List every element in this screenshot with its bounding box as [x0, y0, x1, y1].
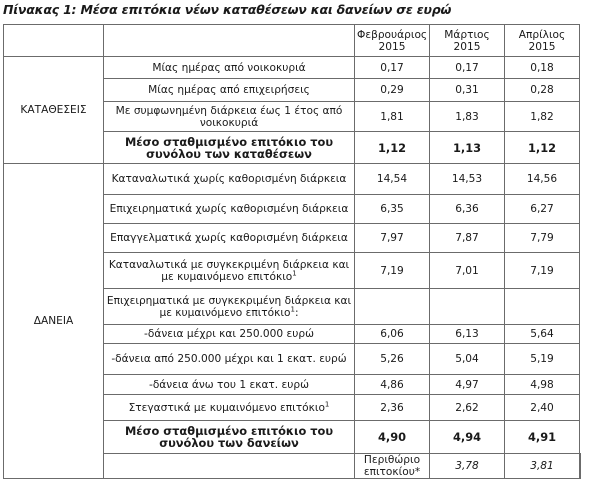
- header-month: Απρίλιος: [518, 28, 566, 41]
- row-label: Μίας ημέρας από επιχειρήσεις: [104, 79, 355, 102]
- table-row: [4, 164, 581, 195]
- value-apr: 14,56: [505, 164, 580, 195]
- group-label: ΚΑΤΑΘΕΣΕΙΣ: [20, 104, 87, 116]
- value-apr: 4,98: [505, 375, 580, 395]
- footnote-marker: 1: [290, 304, 295, 313]
- value-feb: 4,86: [355, 375, 430, 395]
- value-feb: 6,35: [355, 195, 430, 224]
- value-feb: 2,36: [355, 395, 430, 421]
- value-mar: [430, 289, 505, 325]
- value-feb: 14,54: [355, 164, 430, 195]
- header-empty-cell: [104, 25, 355, 57]
- label-suffix: :: [294, 306, 299, 319]
- value-feb: 7,19: [355, 253, 430, 289]
- header-month: Φεβρουάριος: [357, 28, 428, 41]
- value-mar: 0,17: [430, 57, 505, 79]
- table-row: [4, 57, 581, 79]
- value-apr: 5,64: [505, 325, 580, 344]
- header-month: Μάρτιος: [444, 28, 490, 41]
- row-label: Με συμφωνημένη διάρκεια έως 1 έτος από νοικοκυριά: [104, 102, 355, 132]
- row-label: Μίας ημέρας από νοικοκυριά: [104, 57, 355, 79]
- value-apr: [505, 289, 580, 325]
- row-label: Επιχειρηματικά με συγκεκριμένη διάρκεια και με κυμαινόμενο επιτόκιο: [106, 294, 352, 319]
- row-label: Στεγαστικά με κυμαινόμενο επιτόκιο: [128, 401, 325, 414]
- value-apr: 7,19: [505, 253, 580, 289]
- value-apr: [580, 454, 581, 479]
- group-deposits: [4, 57, 104, 164]
- row-label: Μέσο σταθμισμένο επιτόκιο του συνόλου των δανείων: [104, 421, 355, 454]
- value-feb: 3,78: [430, 454, 505, 479]
- value-feb: [355, 289, 430, 325]
- value-mar: 1,83: [430, 102, 505, 132]
- row-label: Επιχειρηματικά χωρίς καθορισμένη διάρκεια: [104, 195, 355, 224]
- value-feb: 7,97: [355, 224, 430, 253]
- value-apr: 1,12: [505, 132, 580, 164]
- value-apr: 4,91: [505, 421, 580, 454]
- value-apr: 2,40: [505, 395, 580, 421]
- value-mar: 4,97: [430, 375, 505, 395]
- row-label: -δάνεια από 250.000 μέχρι και 1 εκατ. ευρώ: [104, 344, 355, 375]
- footnote-marker: 1: [324, 399, 330, 408]
- header-feb-2015: [355, 25, 430, 57]
- value-mar: 3,81: [505, 454, 580, 479]
- value-mar: 0,31: [430, 79, 505, 102]
- value-apr: 6,27: [505, 195, 580, 224]
- value-mar: 7,01: [430, 253, 505, 289]
- value-feb: 6,06: [355, 325, 430, 344]
- row-label-with-footnote: [104, 395, 355, 421]
- group-loans: [4, 164, 104, 479]
- value-mar: 1,13: [430, 132, 505, 164]
- value-feb: 5,26: [355, 344, 430, 375]
- group-empty-cell: [104, 454, 355, 479]
- value-mar: 5,04: [430, 344, 505, 375]
- row-label: Επαγγελματικά χωρίς καθορισμένη διάρκεια: [104, 224, 355, 253]
- footnote-marker: 1: [292, 268, 297, 277]
- value-feb: 0,17: [355, 57, 430, 79]
- value-mar: 6,13: [430, 325, 505, 344]
- header-year: 2015: [378, 40, 406, 53]
- value-apr: 0,18: [505, 57, 580, 79]
- row-label-with-footnote: [104, 289, 355, 325]
- header-year: 2015: [453, 40, 481, 53]
- row-label: Καταναλωτικά χωρίς καθορισμένη διάρκεια: [104, 164, 355, 195]
- value-apr: 1,82: [505, 102, 580, 132]
- value-apr: 0,28: [505, 79, 580, 102]
- row-label: -δάνεια άνω του 1 εκατ. ευρώ: [104, 375, 355, 395]
- value-feb: 1,81: [355, 102, 430, 132]
- value-feb: 0,29: [355, 79, 430, 102]
- value-mar: 6,36: [430, 195, 505, 224]
- row-label: Μέσο σταθμισμένο επιτόκιο του συνόλου των καταθέσεων: [104, 132, 355, 164]
- value-mar: 4,94: [430, 421, 505, 454]
- interest-rates-table: [3, 24, 581, 479]
- header-year: 2015: [528, 40, 556, 53]
- row-label: -δάνεια μέχρι και 250.000 ευρώ: [104, 325, 355, 344]
- value-mar: 2,62: [430, 395, 505, 421]
- row-label-with-footnote: [104, 253, 355, 289]
- row-label: Καταναλωτικά με συγκεκριμένη διάρκεια και με κυμαινόμενο επιτόκιο: [108, 258, 350, 283]
- group-label: ΔΑΝΕΙΑ: [33, 315, 74, 327]
- header-empty-cell: [4, 25, 104, 57]
- header-apr-2015: [505, 25, 580, 57]
- row-label: Περιθώριο επιτοκίου*: [355, 454, 430, 479]
- value-feb: 4,90: [355, 421, 430, 454]
- value-mar: 14,53: [430, 164, 505, 195]
- header-mar-2015: [430, 25, 505, 57]
- value-apr: 7,79: [505, 224, 580, 253]
- value-feb: 1,12: [355, 132, 430, 164]
- table-caption: Πίνακας 1: Μέσα επιτόκια νέων καταθέσεων και δανείων σε ευρώ: [3, 2, 452, 17]
- header-row: [4, 25, 581, 57]
- value-apr: 5,19: [505, 344, 580, 375]
- value-mar: 7,87: [430, 224, 505, 253]
